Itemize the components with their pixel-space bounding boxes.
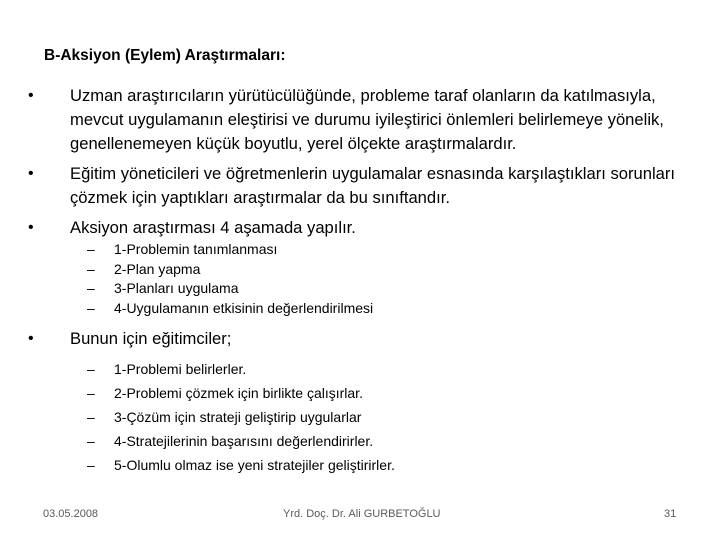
dash-icon: – (87, 260, 95, 277)
bullet-icon: • (28, 165, 34, 182)
sub-list-item (70, 299, 688, 319)
sub-list-item (70, 429, 688, 453)
bullet-item (28, 216, 688, 318)
sub-list-item (70, 260, 688, 280)
bullet-item (28, 162, 688, 210)
dash-icon: – (87, 299, 95, 316)
sub-item-text: 1-Problemi belirlerler. (114, 361, 247, 377)
sub-item-text: 4-Stratejilerinin başarısını değerlendirirler. (114, 433, 374, 449)
footer-author: Yrd. Doç. Dr. Ali GURBETOĞLU (283, 508, 441, 520)
sub-item-text: 4-Uygulamanın etkisinin değerlendirilmesi (114, 299, 374, 316)
sub-list-item (70, 357, 688, 381)
bullet-text: Eğitim yöneticileri ve öğretmenlerin uygulamalar esnasında karşılaştıkları sorunları çözmek için yaptıkları araştırmalar da bu sınıftandır. (70, 164, 676, 207)
sub-list-item (70, 381, 688, 405)
bullet-icon: • (28, 219, 34, 236)
dash-icon: – (87, 241, 95, 257)
sub-list-item (70, 279, 688, 299)
educators-sublist (70, 357, 688, 477)
sub-list-item (70, 240, 688, 260)
bullet-text: Bunun için eğitimciler; (70, 329, 232, 348)
bullet-item (28, 327, 688, 477)
dash-icon: – (87, 385, 95, 401)
dash-icon: – (87, 280, 95, 296)
bullet-icon: • (28, 87, 34, 104)
bullet-item (28, 84, 688, 156)
bullet-text: Uzman araştırıcıların yürütücülüğünde, probleme taraf olanların da katılmasıyla, mevcut uygulamanın eleştirisi ve durumu iyileştirici önlemleri belirlemeye yönelik, genellenemeyen küçük boyutlu, yerel ölçekte araştırmalardır. (70, 86, 664, 153)
bullet-text: Aksiyon araştırması 4 aşamada yapılır. (70, 218, 356, 237)
sub-item-text: 5-Olumlu olmaz ise yeni stratejiler geliştirirler. (114, 457, 395, 473)
stages-sublist (70, 240, 688, 318)
dash-icon: – (87, 409, 95, 425)
dash-icon: – (87, 361, 95, 377)
sub-item-text: 1-Problemin tanımlanması (114, 241, 278, 257)
sub-item-text: 2-Problemi çözmek için birlikte çalışırlar. (114, 385, 363, 401)
sub-list-item (70, 453, 688, 477)
dash-icon: – (87, 433, 95, 449)
bullet-list (28, 84, 688, 477)
slide-title: B-Aksiyon (Eylem) Araştırmaları: (44, 47, 286, 64)
sub-list-item (70, 405, 688, 429)
dash-icon: – (87, 457, 95, 473)
footer-date: 03.05.2008 (43, 508, 99, 520)
sub-item-text: 3-Çözüm için strateji geliştirip uygularlar (114, 409, 362, 425)
sub-item-text: 3-Planları uygulama (114, 280, 239, 296)
footer-page-number: 31 (664, 508, 677, 520)
sub-item-text: 2-Plan yapma (114, 260, 201, 277)
bullet-icon: • (28, 330, 34, 347)
